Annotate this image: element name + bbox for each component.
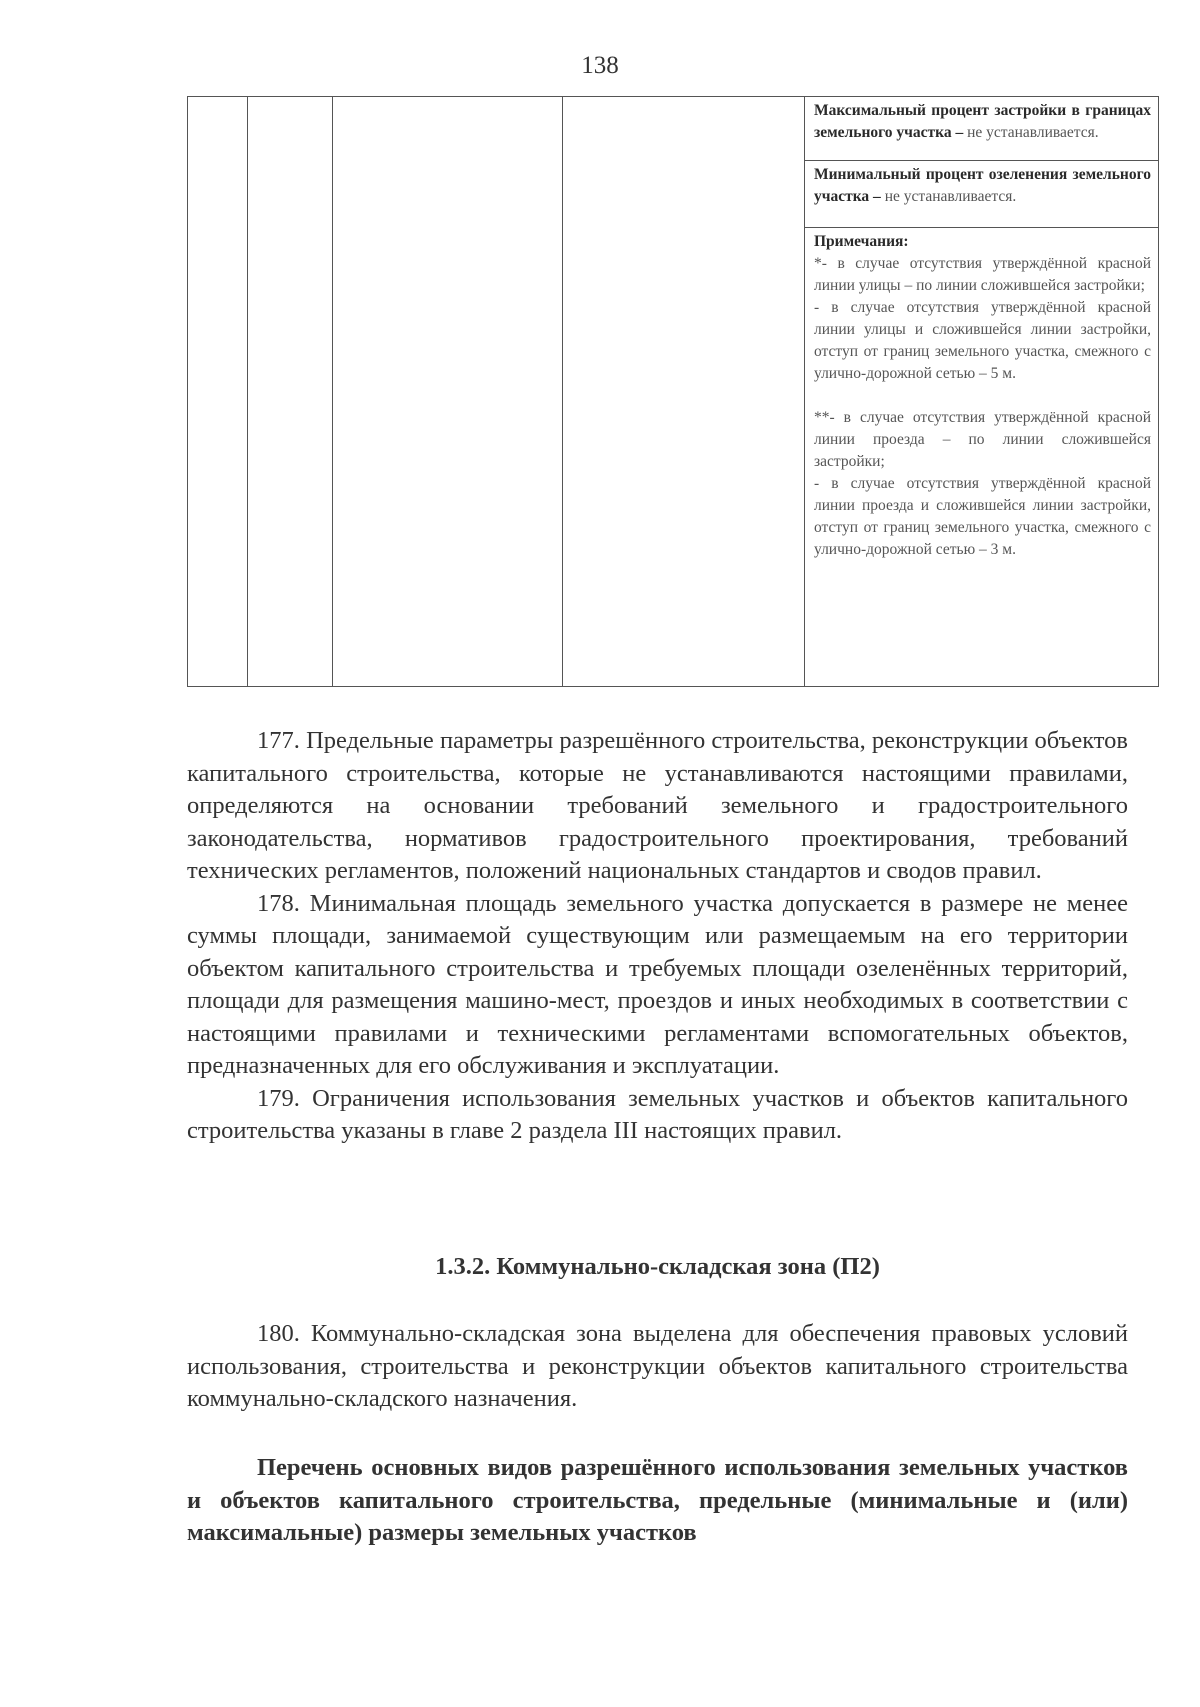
paragraph-177: 177. Предельные параметры разрешённого строительства, реконструкции объектов капитального строительства, которые не устанавливаются настоящими правилами, определяются на основании требований земельного и градостроительного законодательства, нормативов градостроительного проектирования, требований технических регламентов, положений национальных стандартов и сводов правил. bbox=[187, 727, 1128, 884]
table-cell-empty-2 bbox=[248, 97, 333, 687]
min-green-percent-label: Минимальный процент озеленения земельного участка – bbox=[814, 166, 1151, 205]
paragraphs-block-2 bbox=[187, 1318, 1128, 1416]
paragraph-178: 178. Минимальная площадь земельного участка допускается в размере не менее суммы площади, занимаемой существующим или размещаемым на его территории объектом капитального строительства и требуемых площади озеленённых территорий, площади для размещения машино-мест, проездов и иных необходимых в соответствии с настоящими правилами и техническими регламентами вспомогательных объектов, предназначенных для его обслуживания и эксплуатации. bbox=[187, 889, 1128, 1079]
table-cell-empty-1 bbox=[188, 97, 248, 687]
table-cell-min-green-percent bbox=[805, 161, 1159, 228]
table-cell-max-build-percent bbox=[805, 97, 1159, 161]
notes-title: Примечания: bbox=[814, 233, 909, 250]
paragraphs-block-1 bbox=[187, 725, 1128, 1148]
note-passage-red-line: **- в случае отсутствия утверждённой красной линии проезда – по линии сложившейся застройки; bbox=[814, 409, 1151, 470]
note-street-setback: - в случае отсутствия утверждённой красной линии улицы и сложившейся линии застройки, отступ от границ земельного участка, смежного с улично-дорожной сетью – 5 м. bbox=[814, 299, 1151, 382]
section-heading: 1.3.2. Коммунально-складская зона (П2) bbox=[435, 1253, 880, 1280]
table-cell-empty-4 bbox=[563, 97, 805, 687]
paragraph-179: 179. Ограничения использования земельных участков и объектов капитального строительства указаны в главе 2 раздела III настоящих правил. bbox=[187, 1084, 1128, 1144]
paragraph-180: 180. Коммунально-складская зона выделена для обеспечения правовых условий использования, строительства и реконструкции объектов капитального строительства коммунально-складского назначения. bbox=[187, 1320, 1128, 1412]
table-cell-notes bbox=[805, 228, 1159, 687]
note-passage-setback: - в случае отсутствия утверждённой красной линии проезда и сложившейся линии застройки, отступ от границ земельного участка, смежного с улично-дорожной сетью – 3 м. bbox=[814, 475, 1151, 558]
table-cell-empty-3 bbox=[333, 97, 563, 687]
parameters-table bbox=[187, 96, 1159, 687]
max-build-percent-label: Максимальный процент застройки в границах земельного участка – bbox=[814, 102, 1151, 141]
permitted-uses-heading: Перечень основных видов разрешённого использования земельных участков и объектов капитального строительства, предельные (минимальные и (или) максимальные) размеры земельных участков bbox=[187, 1454, 1128, 1546]
note-street-red-line: *- в случае отсутствия утверждённой красной линии улицы – по линии сложившейся застройки; bbox=[814, 255, 1151, 294]
page-number: 138 bbox=[581, 52, 619, 79]
max-build-percent-value: не устанавливается. bbox=[967, 124, 1099, 141]
min-green-percent-value: не устанавливается. bbox=[884, 188, 1017, 205]
